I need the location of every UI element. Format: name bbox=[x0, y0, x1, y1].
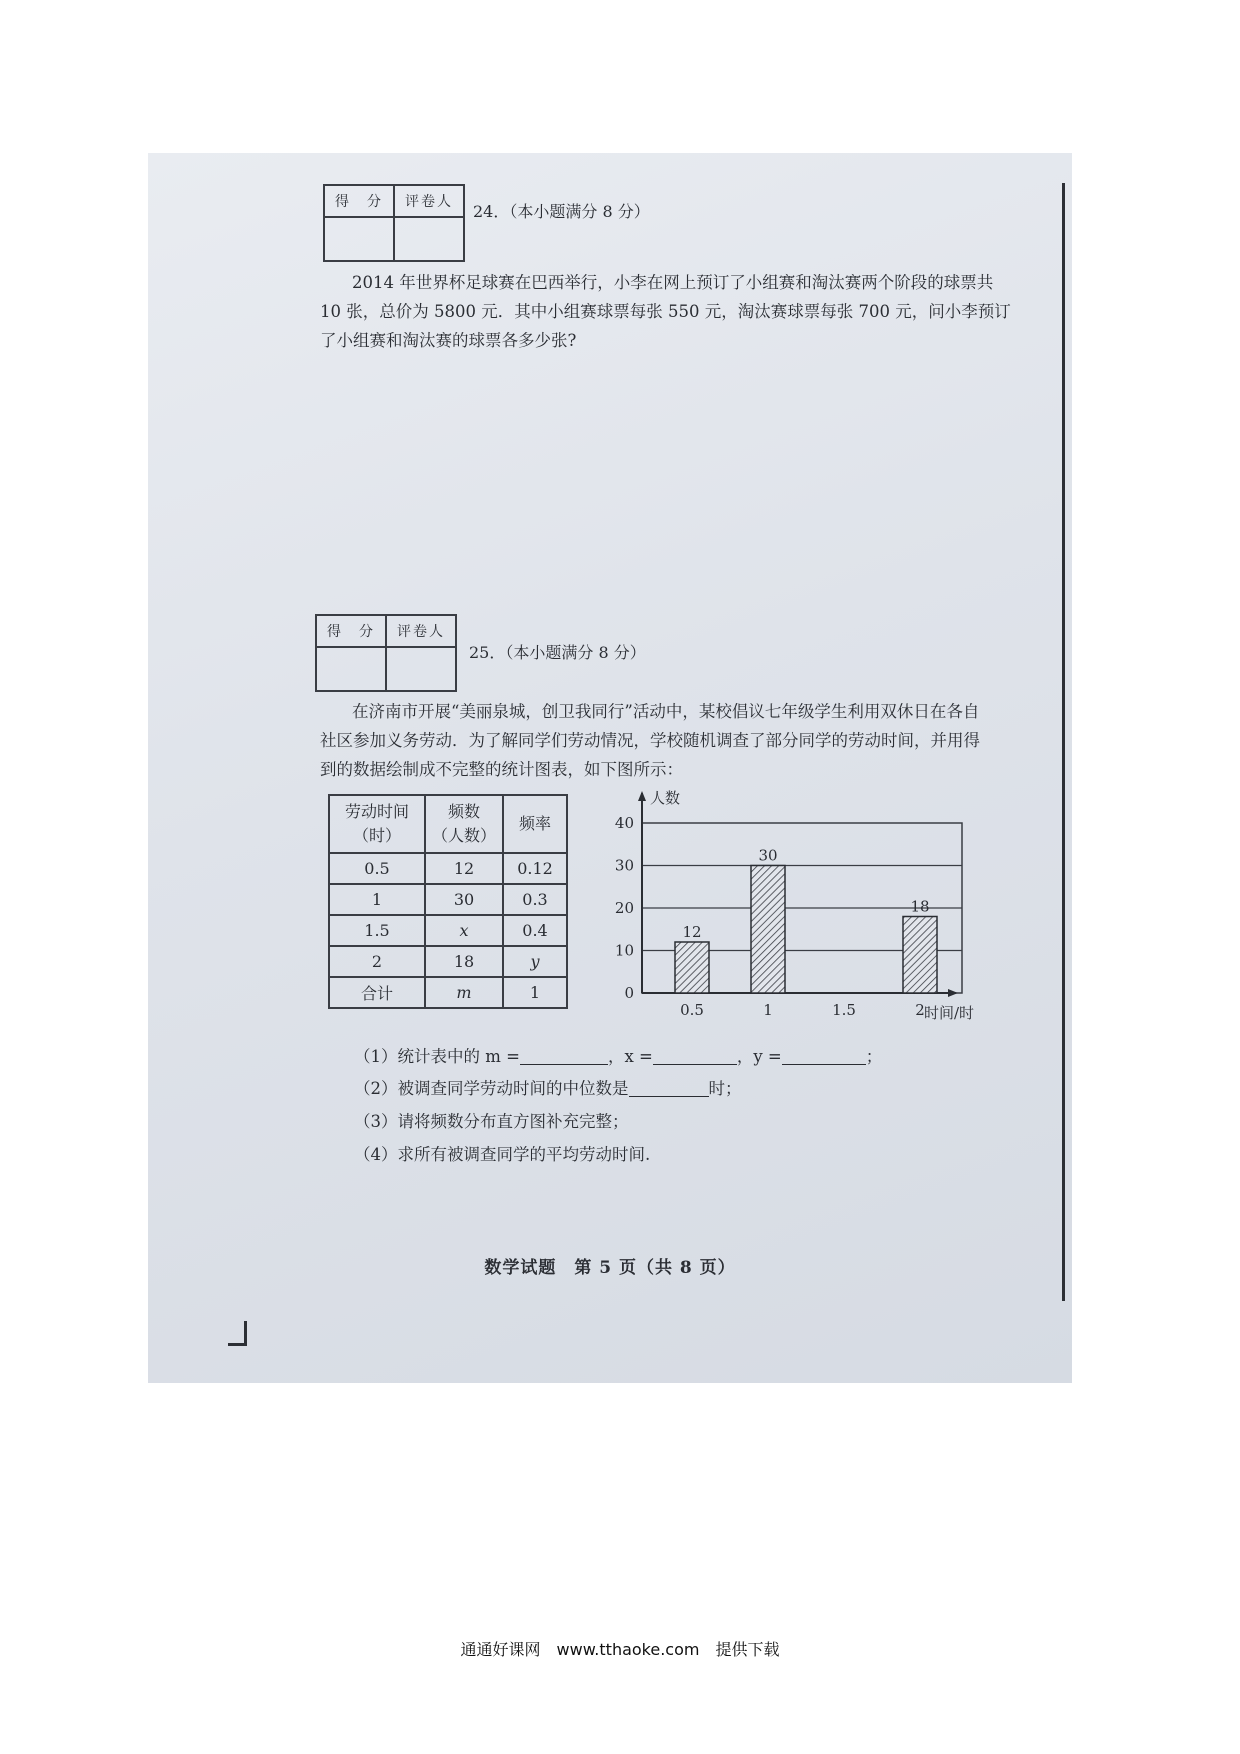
cell-count: 12 bbox=[425, 853, 503, 884]
y-axis-arrow bbox=[638, 791, 646, 801]
table-row bbox=[329, 853, 567, 884]
cell-rate: 0.12 bbox=[503, 853, 567, 884]
score-label: 得 分 bbox=[316, 615, 386, 647]
cell-count: x bbox=[425, 915, 503, 946]
answer-blank-median[interactable] bbox=[629, 1078, 709, 1097]
x-tick-label: 2 bbox=[915, 1001, 925, 1019]
table-row bbox=[329, 884, 567, 915]
x-axis-title: 时间/时 bbox=[924, 1004, 975, 1022]
y-axis-title: 人数 bbox=[650, 789, 681, 807]
q24-header: 24．（本小题满分 8 分） bbox=[473, 202, 650, 221]
bar bbox=[903, 917, 937, 994]
x-tick-label: 0.5 bbox=[680, 1001, 704, 1019]
site-watermark: 通通好课网 www.tthaoke.com 提供下载 bbox=[460, 1640, 780, 1659]
cell-rate: 1 bbox=[503, 977, 567, 1008]
header-count bbox=[425, 795, 503, 853]
exam-page-photo bbox=[148, 153, 1072, 1383]
cell-count: 30 bbox=[425, 884, 503, 915]
subquestion-3: （3）请将频数分布直方图补充完整； bbox=[354, 1112, 629, 1131]
table-row bbox=[329, 946, 567, 977]
cell-count: m bbox=[425, 977, 503, 1008]
cell-time: 合计 bbox=[329, 977, 425, 1008]
x-tick-label: 1 bbox=[763, 1001, 773, 1019]
subquestion-4: （4）求所有被调查同学的平均劳动时间. bbox=[354, 1145, 651, 1164]
y-tick-label: 30 bbox=[614, 856, 634, 875]
margin-line bbox=[1062, 183, 1065, 1301]
q1-y-label: ，y = bbox=[736, 1047, 782, 1066]
answer-blank-x[interactable] bbox=[653, 1046, 737, 1065]
q1-end: ； bbox=[865, 1047, 883, 1066]
answer-blank-m[interactable] bbox=[520, 1046, 608, 1065]
grader-label: 评卷人 bbox=[394, 185, 464, 217]
grader-cell[interactable] bbox=[386, 647, 456, 691]
cell-rate: 0.4 bbox=[503, 915, 567, 946]
cell-rate: 0.3 bbox=[503, 884, 567, 915]
x-tick-label: 1.5 bbox=[832, 1001, 856, 1019]
cell-count: 18 bbox=[425, 946, 503, 977]
answer-blank-y[interactable] bbox=[782, 1046, 866, 1065]
subquestion-2 bbox=[354, 1075, 742, 1099]
y-tick-label: 40 bbox=[614, 814, 634, 832]
header-time-line2: （时） bbox=[352, 826, 401, 845]
header-time-line1: 劳动时间 bbox=[344, 802, 409, 821]
q25-text bbox=[320, 697, 1045, 784]
q25-line: 到的数据绘制成不完整的统计图表，如下图所示： bbox=[320, 760, 683, 779]
q24-line: 10 张，总价为 5800 元．其中小组赛球票每张 550 元，淘汰赛球票每张 700 元，问小李预订 bbox=[320, 302, 1011, 321]
x-axis-arrow bbox=[948, 989, 958, 997]
q24-text bbox=[320, 268, 1030, 355]
q2-suffix: 时； bbox=[708, 1079, 742, 1098]
cell-time: 2 bbox=[329, 946, 425, 977]
table-row bbox=[329, 915, 567, 946]
q25-header: 25．（本小题满分 8 分） bbox=[469, 643, 646, 662]
header-rate: 频率 bbox=[503, 795, 567, 853]
header-count-line1: 频数 bbox=[447, 802, 480, 821]
subquestion-1 bbox=[354, 1043, 882, 1067]
cell-time: 0.5 bbox=[329, 853, 425, 884]
q1-x-label: ，x = bbox=[607, 1047, 653, 1066]
grader-label: 评卷人 bbox=[386, 615, 456, 647]
q25-line: 社区参加义务劳动．为了解同学们劳动情况，学校随机调查了部分同学的劳动时间，并用得 bbox=[320, 731, 980, 750]
q2-prefix: （2）被调查同学劳动时间的中位数是 bbox=[354, 1079, 629, 1098]
bar-value-label: 30 bbox=[758, 846, 778, 865]
y-tick-label: 0 bbox=[624, 984, 634, 1002]
bar-value-label: 12 bbox=[682, 923, 702, 941]
histogram-chart bbox=[578, 783, 978, 1023]
score-cell[interactable] bbox=[324, 217, 394, 261]
q1-prefix: （1）统计表中的 m = bbox=[354, 1047, 520, 1066]
page-footer: 数学试题 第 5 页（共 8 页） bbox=[484, 1258, 736, 1278]
cell-time: 1.5 bbox=[329, 915, 425, 946]
bar bbox=[675, 942, 709, 993]
q25-score-table bbox=[315, 614, 457, 692]
grader-cell[interactable] bbox=[394, 217, 464, 261]
q24-score-table bbox=[323, 184, 465, 262]
q25-line: 在济南市开展“美丽泉城，创卫我同行”活动中，某校倡议七年级学生利用双休日在各自 bbox=[352, 702, 980, 721]
header-time bbox=[329, 795, 425, 853]
corner-mark bbox=[228, 1321, 247, 1346]
y-tick-label: 20 bbox=[614, 899, 634, 917]
header-count-line2: （人数） bbox=[431, 826, 496, 845]
cell-time: 1 bbox=[329, 884, 425, 915]
score-cell[interactable] bbox=[316, 647, 386, 691]
bar-value-label: 18 bbox=[910, 897, 930, 916]
q24-line: 2014 年世界杯足球赛在巴西举行，小李在网上预订了小组赛和淘汰赛两个阶段的球票共 bbox=[352, 273, 994, 292]
table-row bbox=[329, 977, 567, 1008]
score-label: 得 分 bbox=[324, 185, 394, 217]
q24-line: 了小组赛和淘汰赛的球票各多少张? bbox=[320, 331, 577, 350]
cell-rate: y bbox=[503, 946, 567, 977]
y-tick-label: 10 bbox=[614, 941, 634, 960]
frequency-table bbox=[328, 794, 568, 1009]
bar bbox=[751, 866, 785, 994]
